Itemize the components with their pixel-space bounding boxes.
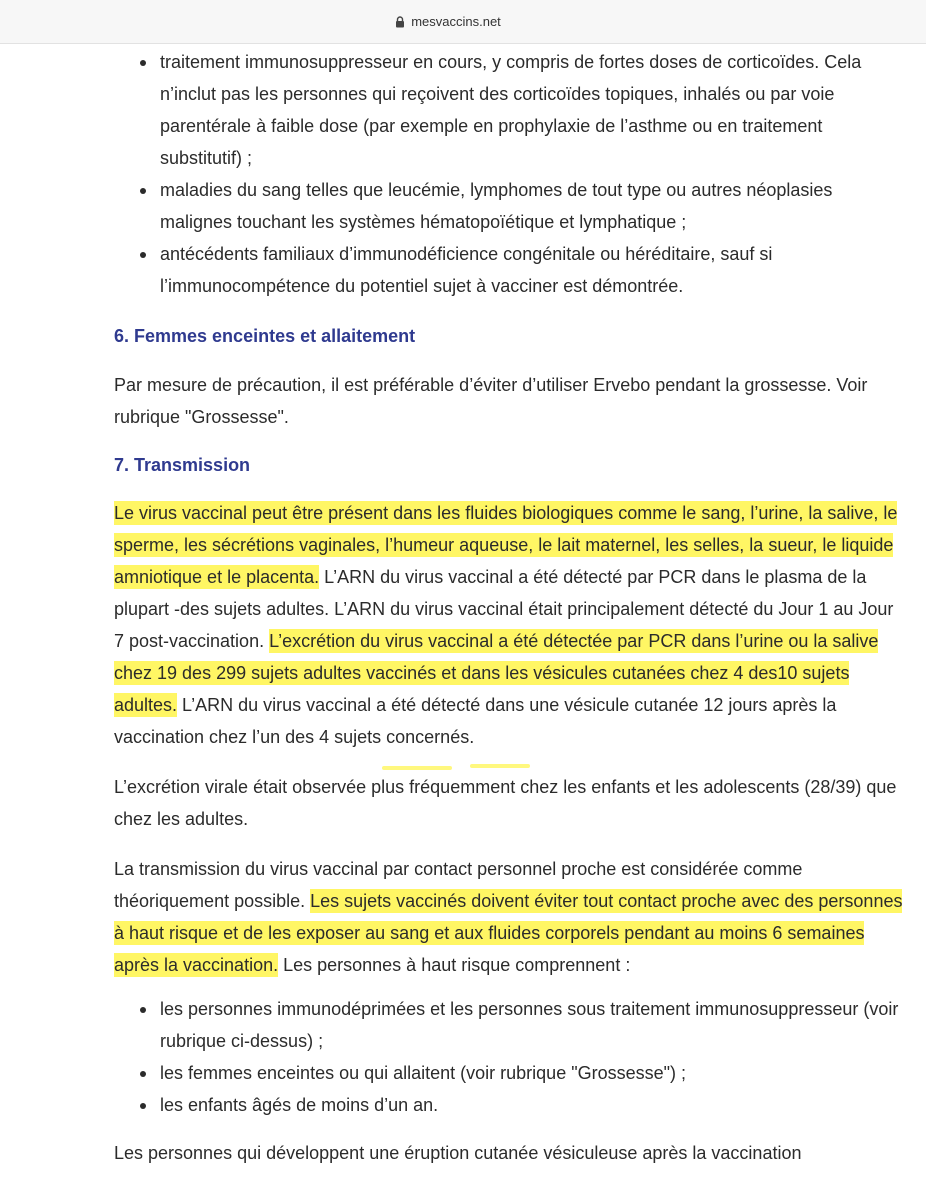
list-item xyxy=(114,174,904,238)
list-item-text: maladies du sang telles que leucémie, lymphomes de tout type ou autres néoplasies malignes touchant les systèmes hématopoïétique et lymphatique ; xyxy=(160,180,833,232)
immunosuppression-list xyxy=(114,46,904,302)
paragraph-text: L’ARN du virus vaccinal a été détecté dans une vésicule cutanée 12 jours après la vaccination chez l’un des 4 sujets concernés. xyxy=(114,695,837,747)
list-item-text: les personnes immunodéprimées et les personnes sous traitement immunosuppresseur (voir rubrique ci-dessus) ; xyxy=(160,999,899,1051)
paragraph-text: Les personnes à haut risque comprennent : xyxy=(278,955,631,975)
bullet-icon xyxy=(140,1007,146,1013)
bullet-icon xyxy=(140,1071,146,1077)
list-item-text: traitement immunosuppresseur en cours, y compris de fortes doses de corticoïdes. Cela n’inclut pas les personnes qui reçoivent des corticoïdes topiques, inhalés ou par voie parentérale à faible dose (par exemple en prophylaxie de l’asthme ou en traitement substitutif) ; xyxy=(160,52,862,168)
high-risk-list xyxy=(114,993,904,1121)
highlighter-stroke xyxy=(470,764,530,768)
browser-address-bar[interactable] xyxy=(0,0,926,44)
highlighted-text: L’excrétion du virus vaccinal a été détectée par PCR dans l’urine ou la salive chez 19 des 299 sujets adultes vaccinés et dans les vésicules cutanées chez 4 des10 sujets adultes. xyxy=(114,631,879,715)
list-item-text: les enfants âgés de moins d’un an. xyxy=(160,1095,439,1115)
article-body xyxy=(114,46,904,1169)
url-display[interactable] xyxy=(395,14,501,29)
page-content[interactable] xyxy=(0,44,926,1200)
list-item-text: antécédents familiaux d’immunodéficience congénitale ou héréditaire, sauf si l’immunocompétence du potentiel sujet à vacciner est démontrée. xyxy=(160,244,773,296)
highlighter-stroke xyxy=(382,766,452,770)
list-item xyxy=(114,993,904,1057)
section-6-paragraph: Par mesure de précaution, il est préférable d’éviter d’utiliser Ervebo pendant la grossesse. Voir rubrique "Grossesse". xyxy=(114,375,868,427)
bullet-icon xyxy=(140,188,146,194)
lock-icon xyxy=(395,16,405,28)
bullet-icon xyxy=(140,60,146,66)
bullet-icon xyxy=(140,252,146,258)
transmission-paragraph-3 xyxy=(114,853,904,981)
transmission-paragraph-1 xyxy=(114,497,904,753)
highlighted-text: Le virus vaccinal peut être présent dans les fluides biologiques comme le sang, l’urine, la salive, le sperme, les sécrétions vaginales, l’humeur aqueuse, le lait maternel, les selles, la sueur, le liquide amniotique et le placenta. xyxy=(114,503,898,587)
paragraph-text: La transmission du virus vaccinal par contact personnel proche est considérée comme théoriquement possible. xyxy=(114,859,803,911)
highlighted-text: Les sujets vaccinés doivent éviter tout contact proche avec des personnes à haut risque et de les exposer au sang et aux fluides corporels pendant au moins 6 semaines après la vaccination. xyxy=(114,891,903,975)
final-paragraph: Les personnes qui développent une éruption cutanée vésiculeuse après la vaccination xyxy=(114,1143,802,1163)
transmission-paragraph-2: L’excrétion virale était observée plus fréquemment chez les enfants et les adolescents (28/39) que chez les adultes. xyxy=(114,777,897,829)
list-item xyxy=(114,46,904,174)
url-text: mesvaccins.net xyxy=(411,14,501,29)
section-6-heading: 6. Femmes enceintes et allaitement xyxy=(114,326,416,346)
bullet-icon xyxy=(140,1103,146,1109)
list-item xyxy=(114,1057,904,1089)
list-item-text: les femmes enceintes ou qui allaitent (voir rubrique "Grossesse") ; xyxy=(160,1063,687,1083)
section-7-heading: 7. Transmission xyxy=(114,455,251,475)
paragraph-text: L’ARN du virus vaccinal a été détecté par PCR dans le plasma de la plupart -des sujets adultes. L’ARN du virus vaccinal était principalement détecté du Jour 1 au Jour 7 post-vaccination. xyxy=(114,567,894,651)
list-item xyxy=(114,238,904,302)
list-item xyxy=(114,1089,904,1121)
